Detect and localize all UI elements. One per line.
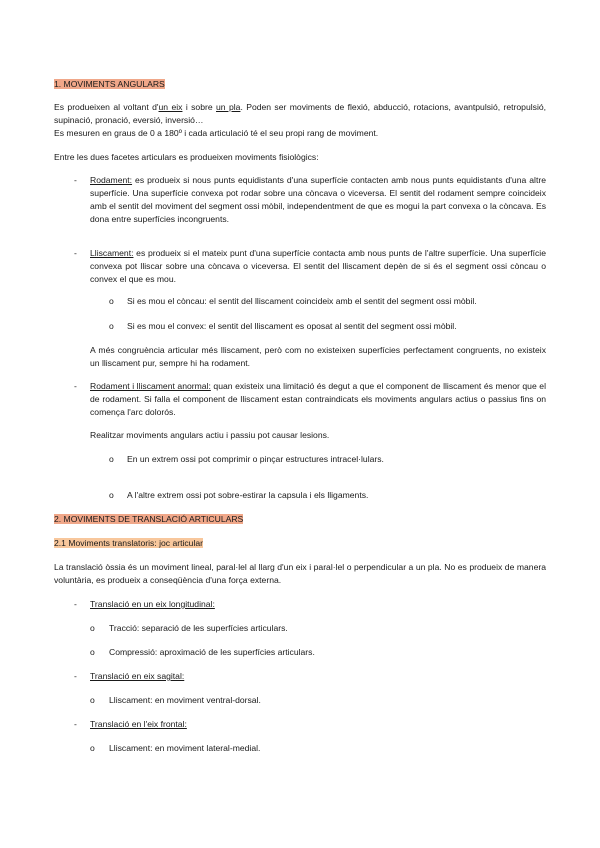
section-1-intro: Es produeixen al voltant d'un eix i sobre un pla. Poden ser moviments de flexió, abducció, rotacions, avantpulsió, retropulsió, supinació, pronació, eversió, inversió… Es mesuren en graus de 0 a 180º i cada articulació té el seu propi rang de moviment.: [54, 102, 547, 138]
dash-marker: -: [74, 599, 77, 609]
translation-sub-item: Lliscament: en moviment ventral-dorsal.: [109, 695, 261, 705]
physio-intro: Entre les dues facetes articulars es produeixen moviments fisiològics:: [54, 152, 319, 162]
dash-marker: -: [74, 719, 77, 729]
lliscament-note: A més congruència articular més lliscament, però com no existeixen superfícies perfectament congruents, no existeix un lliscament pur, sempre hi ha rodament.: [90, 345, 546, 368]
lliscament-sub-2: Si es mou el convex: el sentit del lliscament es oposat al sentit del segment ossi mòbil.: [127, 321, 457, 331]
bullet-marker: o: [90, 743, 95, 753]
section-2-intro: La translació òssia és un moviment lineal, paral·lel al llarg d'un eix i paral·lel o perpendicular a un pla. No es produeix de manera voluntària, es produeix a conseqüència d'una força externa.: [54, 562, 546, 585]
translation-sub-item: Compressió: aproximació de les superfícies articulars.: [109, 647, 315, 657]
translation-sub-item: Lliscament: en moviment lateral-medial.: [109, 743, 261, 753]
anormal-sub-1: En un extrem ossi pot comprimir o pinçar estructures intracel·lulars.: [127, 454, 384, 464]
section-2-1-heading: [54, 537, 203, 550]
section-2-1-heading-text: 2.1 Moviments translatoris: joc articular: [54, 538, 204, 548]
anormal-sub-2: A l'altre extrem ossi pot sobre-estirar la capsula i els lligaments.: [127, 490, 369, 500]
bullet-marker: o: [109, 321, 114, 331]
section-1-heading-text: 1. MOVIMENTS ANGULARS: [54, 79, 165, 89]
translation-item-title: Translació en eix sagital:: [90, 671, 185, 681]
lliscament-item: Lliscament: es produeix si el mateix punt d'una superfície contacta amb nous punts de l'altre superfície. Una superfície convexa pot lliscar sobre una còncava o viceversa. El sentit del lliscament depèn de si és el segment ossi còncau o convex el que es mou.: [90, 248, 546, 284]
translation-item-title: Translació en un eix longitudinal:: [90, 599, 215, 609]
section-1-heading: [54, 78, 165, 91]
bullet-marker: o: [90, 647, 95, 657]
rodament-term: Rodament:: [90, 175, 133, 185]
dash-marker: -: [74, 381, 77, 391]
translation-item-title: Translació en l'eix frontal:: [90, 719, 187, 729]
bullet-marker: o: [109, 454, 114, 464]
bullet-marker: o: [90, 623, 95, 633]
plane-term: un pla: [216, 102, 241, 112]
anormal-item: Rodament i lliscament anormal: quan existeix una limitació és degut a que el component de lliscament és menor que el de rodament. Si falla el component de lliscament estan contraindicats els moviments angulars actius o passius fins on comença l'arc dolorós.: [90, 381, 546, 417]
rodament-item: Rodament: es produeix si nous punts equidistants d'una superfície contacten amb nous punts equidistants d'una altre superfície. Una superfície convexa pot rodar sobre una còncava o viceversa. El sentit del rodament sempre coincideix amb el sentit del moviment del segment ossi mòbil, independentment de que es mogui la part convexa o la còncava. Es dona entre superfícies incongruents.: [90, 175, 546, 224]
lliscament-sub-1: Si es mou el còncau: el sentit del lliscament coincideix amb el sentit del segment ossi mòbil.: [127, 296, 477, 306]
dash-marker: -: [74, 248, 77, 258]
bullet-marker: o: [109, 490, 114, 500]
lliscament-term: Lliscament:: [90, 248, 134, 258]
anormal-term: Rodament i lliscament anormal:: [90, 381, 211, 391]
dash-marker: -: [74, 175, 77, 185]
section-2-heading: [54, 513, 243, 526]
axis-term: un eix: [158, 102, 183, 112]
dash-marker: -: [74, 671, 77, 681]
translation-sub-item: Tracció: separació de les superfícies articulars.: [109, 623, 288, 633]
bullet-marker: o: [109, 296, 114, 306]
anormal-note: Realitzar moviments angulars actiu i passiu pot causar lesions.: [90, 430, 330, 440]
bullet-marker: o: [90, 695, 95, 705]
section-2-heading-text: 2. MOVIMENTS DE TRANSLACIÓ ARTICULARS: [54, 514, 244, 524]
